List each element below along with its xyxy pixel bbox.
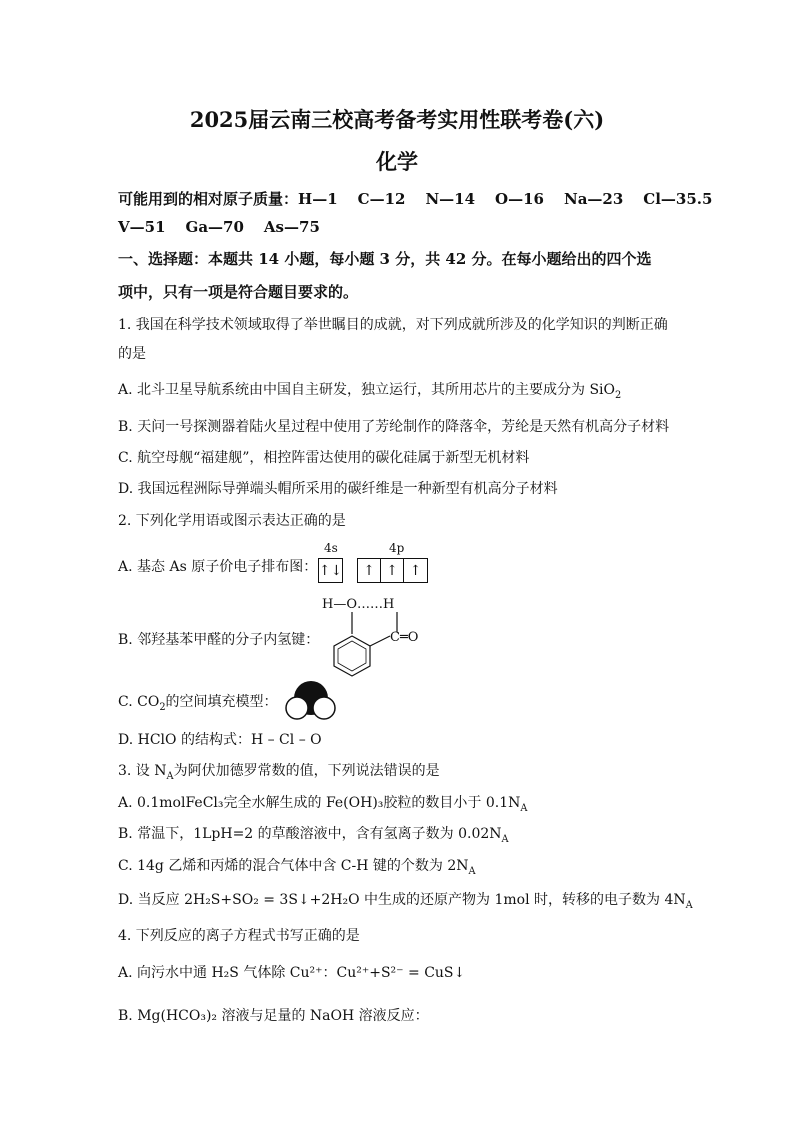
atomic-mass: Cl—35.5 bbox=[643, 190, 713, 208]
atomic-mass: H—1 bbox=[298, 190, 338, 208]
carbonyl-label: C═O bbox=[390, 630, 419, 645]
q2-option-c-text: C. CO bbox=[118, 694, 160, 710]
atomic-masses-line-2 bbox=[118, 218, 320, 236]
q3-option-c-sub: A bbox=[468, 865, 476, 877]
q3-option-a-text: A. 0.1molFeCl₃完全水解生成的 Fe(OH)₃胶粒的数目小于 0.1N bbox=[118, 795, 521, 811]
atomic-mass: As—75 bbox=[263, 218, 320, 236]
atomic-masses-label: 可能用到的相对原子质量： bbox=[118, 190, 299, 208]
q1-option-a bbox=[118, 379, 621, 401]
q2-option-a: A. 基态 As 原子价电子排布图： bbox=[118, 559, 318, 575]
q3-stem-text: 3. 设 N bbox=[118, 763, 167, 779]
q2-option-c bbox=[118, 691, 278, 713]
q3-option-b-text: B. 常温下，1LpH=2 的草酸溶液中，含有氢离子数为 0.02N bbox=[118, 826, 502, 842]
bond-line bbox=[370, 636, 390, 646]
q3-stem-sub: A bbox=[166, 770, 174, 782]
orbital-cell: ↑ bbox=[409, 562, 422, 579]
orbital-cell: ↑↓ bbox=[318, 562, 343, 579]
benzene-inner-ring bbox=[338, 641, 366, 671]
q3-option-a-sub: A bbox=[520, 802, 528, 814]
q3-option-b-sub: A bbox=[501, 833, 509, 845]
q4-option-b: B. Mg(HCO₃)₂ 溶液与足量的 NaOH 溶液反应： bbox=[118, 1008, 429, 1024]
q4-stem: 4. 下列反应的离子方程式书写正确的是 bbox=[118, 928, 360, 944]
q4-option-a: A. 向污水中通 H₂S 气体除 Cu²⁺：Cu²⁺+S²⁻ = CuS↓ bbox=[118, 965, 466, 981]
atomic-mass: V—51 bbox=[118, 218, 166, 236]
q2-stem: 2. 下列化学用语或图示表达正确的是 bbox=[118, 513, 346, 529]
q3-option-d-text: D. 当反应 2H₂S+SO₂ = 3S↓+2H₂O 中生成的还原产物为 1mol 时，转移的电子数为 4N bbox=[118, 892, 686, 908]
benzene-ring bbox=[334, 636, 370, 676]
q3-option-c-text: C. 14g 乙烯和丙烯的混合气体中含 C-H 键的个数为 2N bbox=[118, 858, 469, 874]
atomic-mass: O—16 bbox=[495, 190, 544, 208]
atomic-masses-line-1 bbox=[118, 188, 712, 209]
orbital-4p-box bbox=[357, 558, 428, 583]
orbital-4s-label: 4s bbox=[324, 541, 338, 555]
q1-stem-line-1: 1. 我国在科学技术领域取得了举世瞩目的成就，对下列成就所涉及的化学知识的判断正确 bbox=[118, 317, 668, 333]
salicylaldehyde-structure bbox=[318, 594, 438, 684]
q2-option-c-sub: 2 bbox=[159, 701, 166, 713]
subject-title: 化学 bbox=[376, 149, 418, 174]
q3-option-a bbox=[118, 792, 527, 814]
q3-option-d bbox=[118, 889, 693, 911]
orbital-cell: ↑ bbox=[381, 559, 404, 582]
q1-option-c: C. 航空母舰“福建舰”，相控阵雷达使用的碳化硅属于新型无机材料 bbox=[118, 450, 530, 466]
section-heading-line-2: 项中，只有一项是符合题目要求的。 bbox=[118, 283, 359, 301]
section-heading-line-1: 一、选择题：本题共 14 小题，每小题 3 分，共 42 分。在每小题给出的四个选 bbox=[118, 250, 652, 268]
exam-title: 2025届云南三校高考备考实用性联考卷(六) bbox=[189, 107, 605, 132]
atomic-mass: Na—23 bbox=[563, 190, 624, 208]
atomic-mass: N—14 bbox=[425, 190, 476, 208]
structure-top-label: H—O……H bbox=[322, 597, 395, 612]
q2-option-c-tail: 的空间填充模型： bbox=[165, 694, 278, 710]
orbital-4p-label: 4p bbox=[389, 541, 405, 555]
orbital-cell: ↑ bbox=[358, 559, 381, 582]
oxygen-atom bbox=[313, 697, 335, 719]
q1-stem-line-2: 的是 bbox=[118, 346, 146, 362]
q1-option-b: B. 天问一号探测器着陆火星过程中使用了芳纶制作的降落伞，芳纶是天然有机高分子材料 bbox=[118, 419, 670, 435]
oxygen-atom bbox=[286, 697, 308, 719]
q3-option-b bbox=[118, 823, 509, 845]
atomic-mass: Ga—70 bbox=[185, 218, 244, 236]
q1-option-a-text: A. 北斗卫星导航系统由中国自主研发，独立运行，其所用芯片的主要成分为 SiO bbox=[118, 382, 616, 398]
q2-option-d: D. HClO 的结构式：H – Cl – O bbox=[118, 732, 322, 748]
q2-option-b: B. 邻羟基苯甲醛的分子内氢键： bbox=[118, 632, 320, 648]
q1-option-d: D. 我国远程洲际导弹端头帽所采用的碳纤维是一种新型有机高分子材料 bbox=[118, 481, 558, 497]
atomic-mass: C—12 bbox=[357, 190, 406, 208]
q3-stem bbox=[118, 760, 440, 782]
co2-space-filling-model bbox=[282, 678, 340, 722]
q3-option-d-sub: A bbox=[685, 899, 693, 911]
q1-option-a-sub: 2 bbox=[615, 389, 622, 401]
q3-option-c bbox=[118, 855, 476, 877]
orbital-4s-box bbox=[318, 558, 343, 583]
q3-stem-tail: 为阿伏加德罗常数的值，下列说法错误的是 bbox=[173, 763, 440, 779]
